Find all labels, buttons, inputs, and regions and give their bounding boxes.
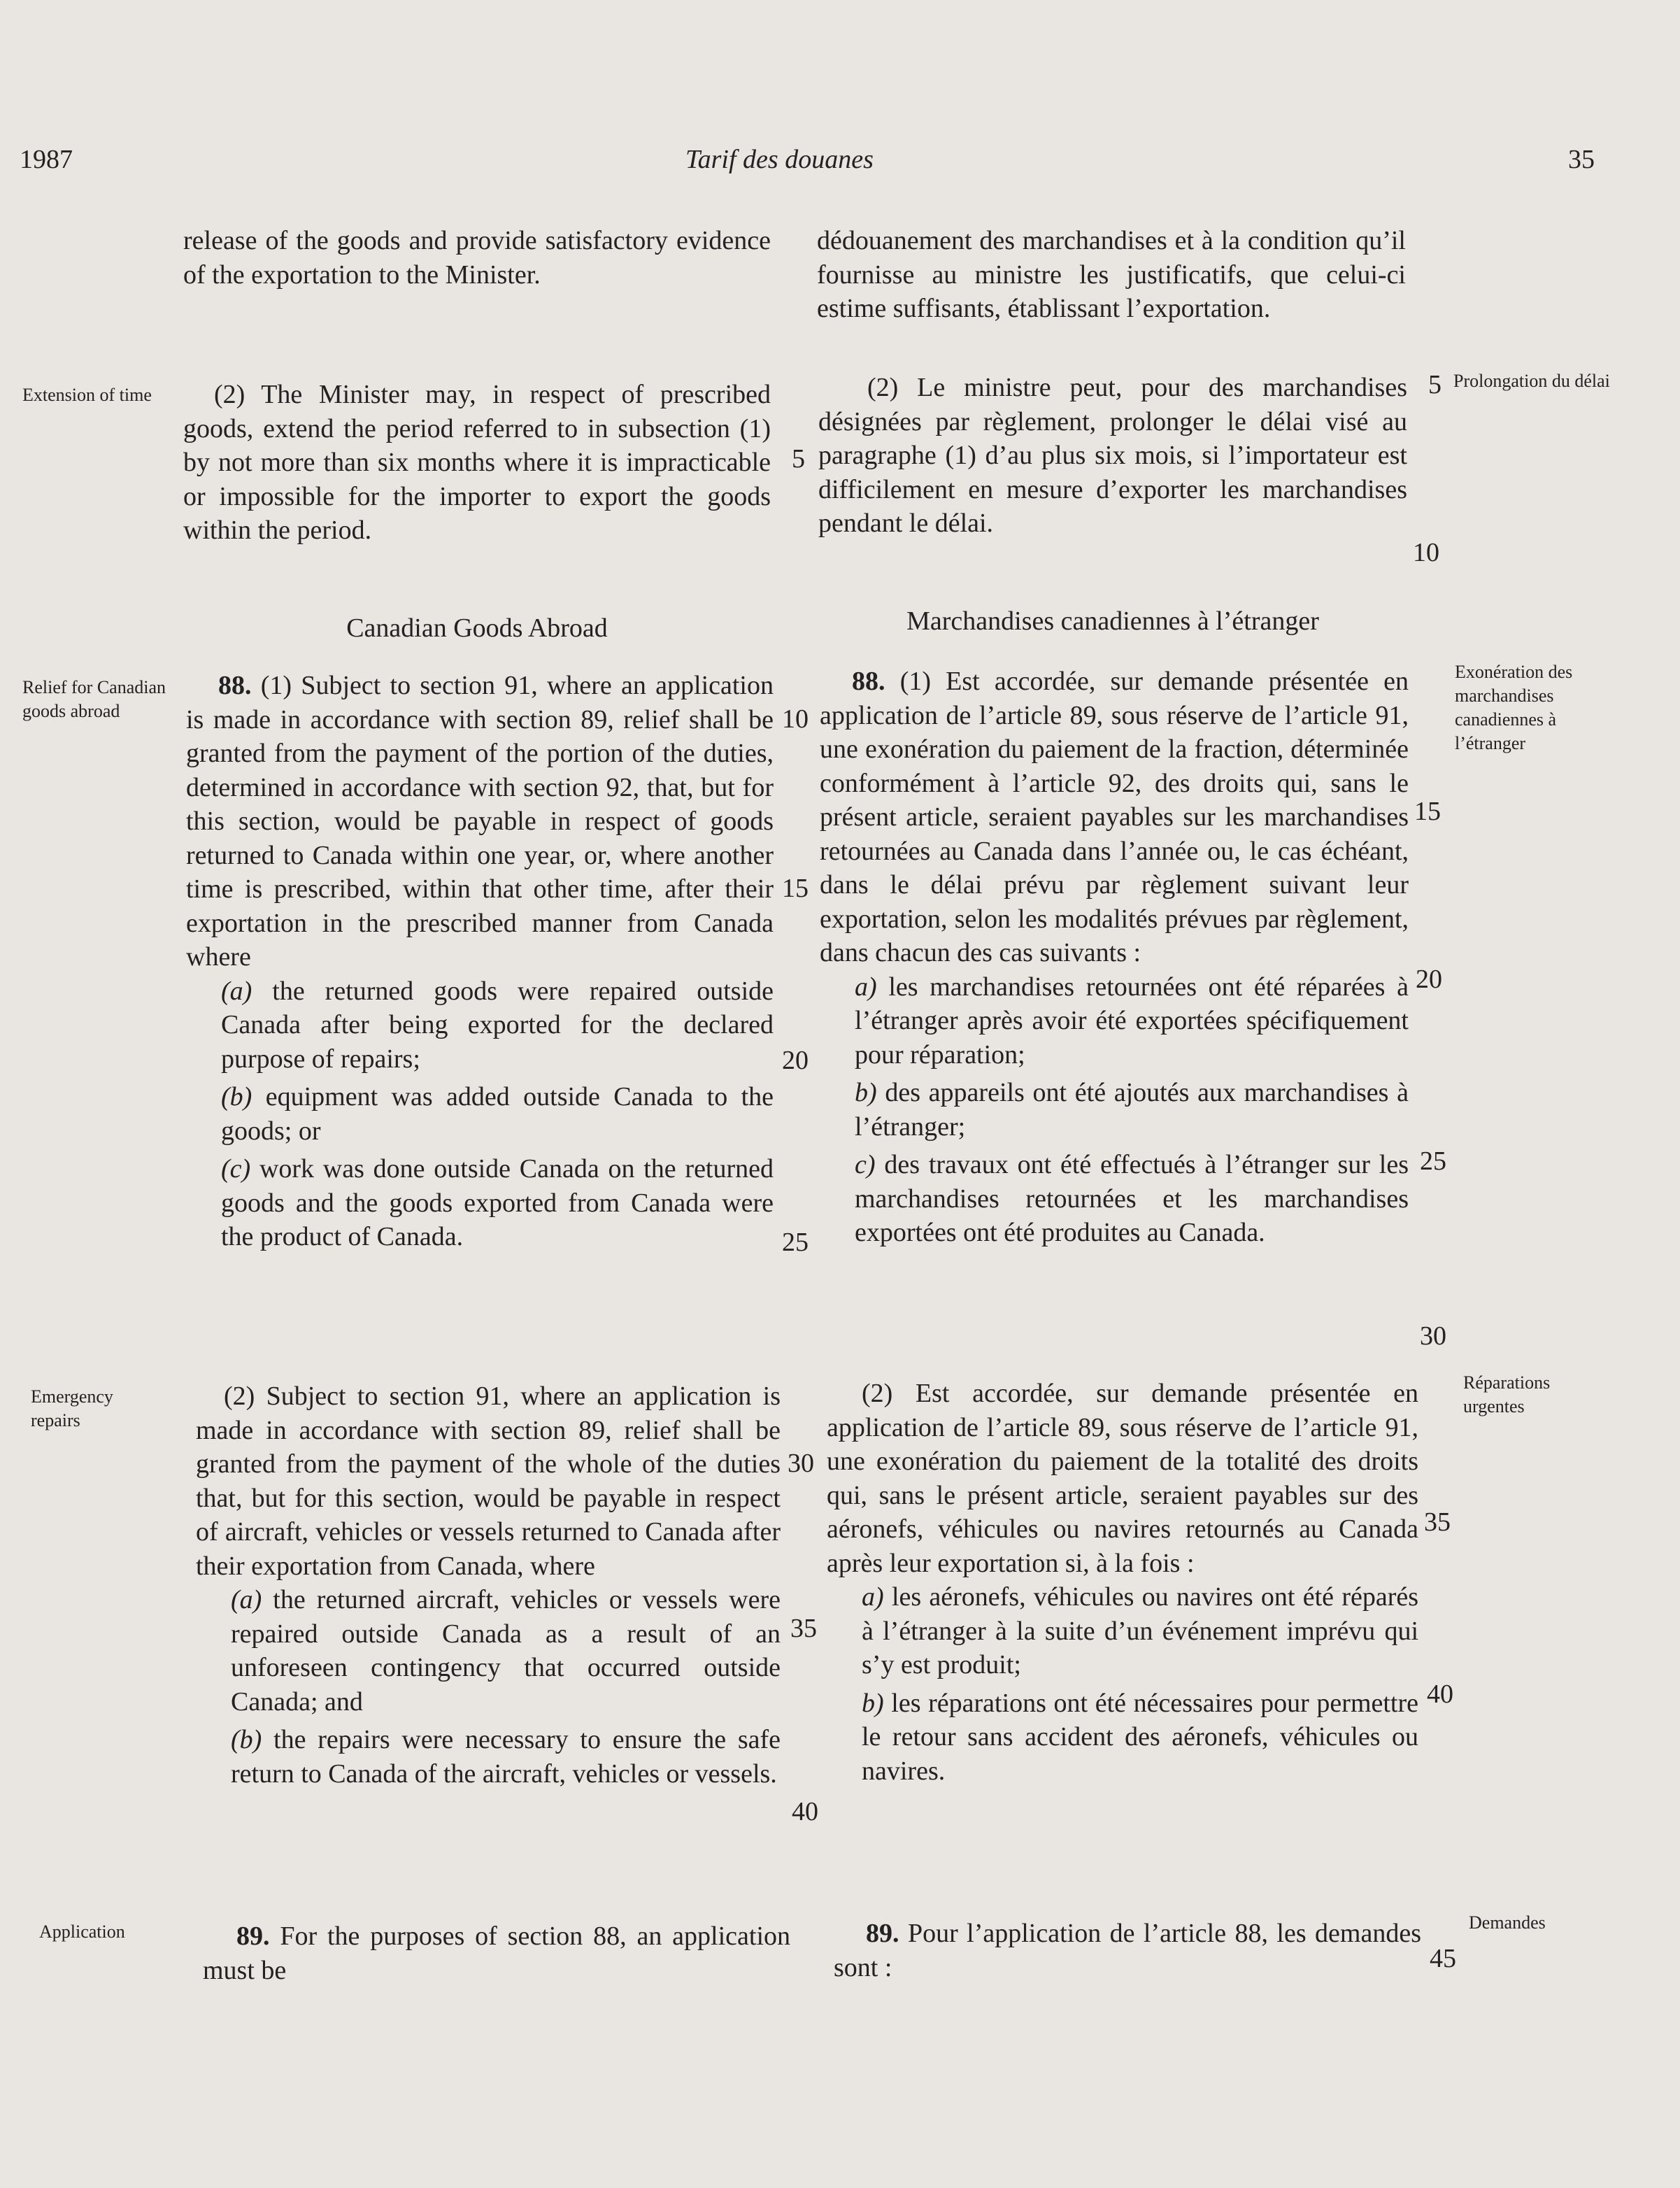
- item-text: the returned aircraft, vehicles or vessels were repaired outside Canada as a result of an unforeseen contingency that occurred outside Canada; and: [231, 1585, 781, 1717]
- french-section-88-1: [820, 665, 1409, 1250]
- item-label: b): [855, 1078, 877, 1107]
- french-section-number-89: 89.: [866, 1919, 899, 1948]
- item-label: (a): [231, 1585, 262, 1614]
- item-text: the repairs were necessary to ensure the safe return to Canada of the aircraft, vehicles or vessels.: [231, 1725, 781, 1789]
- french-section-88-2-intro: (2) Est accordée, sur demande présentée en application de l’article 89, sous réserve de l’article 91, une exonération du paiement de la totalité des droits qui, sans le présent article, seraient payables sur des aéronefs, véhicules ou navires retournés au Canada après leur exportation si, à la fois :: [827, 1379, 1418, 1578]
- english-paragraph-0: release of the goods and provide satisfactory evidence of the exportation to the Minister.: [183, 226, 771, 290]
- item-text: les aéronefs, véhicules ou navires ont été réparés à l’étranger à la suite d’un événement imprévu qui s’y est produit;: [862, 1582, 1419, 1679]
- margin-note-extension: Extension of time: [22, 385, 152, 405]
- french-section-89-text: Pour l’application de l’article 88, les demandes sont :: [834, 1919, 1421, 1982]
- english-section-88-intro: (1) Subject to section 91, where an application is made in accordance with section 89, relief shall be granted from the payment of the portion of the duties, determined in accordance with section 92, that, but for this section, would be payable in respect of goods returned to Canada within one year, or, where another time is prescribed, within that other time, after their exportation in the prescribed manner from Canada where: [186, 671, 774, 972]
- english-section-88-1: [186, 669, 774, 1254]
- french-section-number-88: 88.: [852, 667, 885, 696]
- english-item-b: [221, 1080, 774, 1148]
- item-text: des appareils ont été ajoutés aux marchandises à l’étranger;: [855, 1078, 1409, 1142]
- english-section-89: [203, 1919, 790, 1987]
- english-item-2a: [231, 1583, 781, 1719]
- english-section-number-89: 89.: [236, 1921, 270, 1951]
- item-text: les marchandises retournées ont été réparées à l’étranger après avoir été exportées spécifiquement pour réparation;: [855, 972, 1409, 1070]
- item-label: (b): [221, 1082, 252, 1111]
- item-label: (b): [231, 1725, 262, 1754]
- line-number: 30: [1420, 1321, 1446, 1351]
- margin-note-prolongation: Prolongation du délai: [1453, 371, 1610, 391]
- line-number: 40: [792, 1797, 818, 1826]
- margin-note-relief: Relief for Canadian goods abroad: [22, 677, 166, 721]
- line-number: 45: [1430, 1944, 1456, 1973]
- line-number: 5: [792, 444, 805, 474]
- line-number: 35: [790, 1614, 817, 1643]
- french-item-b: [855, 1076, 1409, 1144]
- item-text: des travaux ont été effectués à l’étranger sur les marchandises retournées et les marchandises exportées ont été produites au Canada.: [855, 1150, 1409, 1247]
- english-item-c: [221, 1152, 774, 1254]
- french-item-2b: [862, 1686, 1418, 1789]
- english-section-number-88: 88.: [218, 671, 252, 700]
- line-number: 20: [1416, 965, 1442, 994]
- item-text: work was done outside Canada on the returned goods and the goods exported from Canada were the product of Canada.: [221, 1154, 774, 1251]
- page-number: 35: [1568, 145, 1595, 174]
- item-label: a): [855, 972, 877, 1002]
- english-item-2b: [231, 1723, 781, 1791]
- english-section-88-2-intro: (2) Subject to section 91, where an application is made in accordance with section 89, relief shall be granted from the payment of the whole of the duties that, but for this section, would be payable in respect of aircraft, vehicles or vessels returned to Canada after their exportation from Canada, where: [196, 1381, 781, 1581]
- item-text: the returned goods were repaired outside Canada after being exported for the declared purpose of repairs;: [221, 976, 774, 1074]
- item-label: (a): [221, 976, 252, 1006]
- line-number: 30: [788, 1449, 814, 1478]
- item-label: (c): [221, 1154, 251, 1184]
- header-year: 1987: [20, 145, 73, 174]
- line-number: 25: [1420, 1146, 1446, 1176]
- header-title: Tarif des douanes: [685, 145, 874, 174]
- margin-note-reparations: Réparations urgentes: [1463, 1372, 1551, 1416]
- french-item-2a: [862, 1580, 1418, 1682]
- margin-note-demandes: Demandes: [1469, 1912, 1546, 1933]
- french-heading: Marchandises canadiennes à l’étranger: [906, 606, 1319, 636]
- english-section-89-text: For the purposes of section 88, an application must be: [203, 1921, 791, 1985]
- margin-note-emergency: Emergency repairs: [31, 1386, 113, 1430]
- english-item-a: [221, 974, 774, 1077]
- french-section-88-2: [827, 1377, 1418, 1788]
- line-number: 25: [782, 1228, 809, 1257]
- item-text: equipment was added outside Canada to the goods; or: [221, 1082, 774, 1146]
- line-number: 5: [1428, 370, 1441, 399]
- line-number: 20: [782, 1046, 809, 1075]
- french-paragraph-0: dédouanement des marchandises et à la condition qu’il fournisse au ministre les justificatifs, que celui-ci estime suffisants, établissant l’exportation.: [817, 226, 1406, 323]
- english-section-88-2: [196, 1379, 781, 1791]
- item-text: les réparations ont été nécessaires pour permettre le retour sans accident des aéronefs, véhicules ou navires.: [862, 1688, 1419, 1786]
- english-subsection-87-2: (2) The Minister may, in respect of prescribed goods, extend the period referred to in subsection (1) by not more than six months where it is impracticable or impossible for the importer to export the goods within the period.: [183, 380, 771, 545]
- french-subsection-87-2: (2) Le ministre peut, pour des marchandises désignées par règlement, prolonger le délai visé au paragraphe (1) d’au plus six mois, si l’importateur est difficilement en mesure d’exporter les marchandises pendant le délai.: [818, 373, 1407, 538]
- margin-note-exoneration: Exonération des marchandises canadiennes à l’étranger: [1455, 662, 1573, 753]
- line-number: 40: [1427, 1679, 1453, 1709]
- item-label: a): [862, 1582, 884, 1612]
- line-number: 15: [782, 874, 809, 903]
- line-number: 10: [1413, 538, 1439, 567]
- line-number: 15: [1414, 797, 1441, 826]
- item-label: c): [855, 1150, 876, 1179]
- english-heading: Canadian Goods Abroad: [346, 613, 608, 643]
- french-section-89: [834, 1917, 1421, 1984]
- french-item-a: [855, 970, 1409, 1072]
- line-number: 10: [782, 704, 809, 734]
- french-section-88-intro: (1) Est accordée, sur demande présentée en application de l’article 89, sous réserve de l’article 91, une exonération du paiement de la fraction, déterminée conformément à l’article 92, des droits qui, sans le présent article, seraient payables sur les marchandises retournées au Canada dans l’année ou, le cas échéant, dans le délai prévu par règlement suivant leur exportation, selon les modalités prévues par règlement, dans chacun des cas suivants :: [820, 667, 1409, 967]
- margin-note-application: Application: [39, 1921, 125, 1942]
- line-number: 35: [1424, 1507, 1451, 1537]
- french-item-c: [855, 1148, 1409, 1250]
- item-label: b): [862, 1688, 884, 1718]
